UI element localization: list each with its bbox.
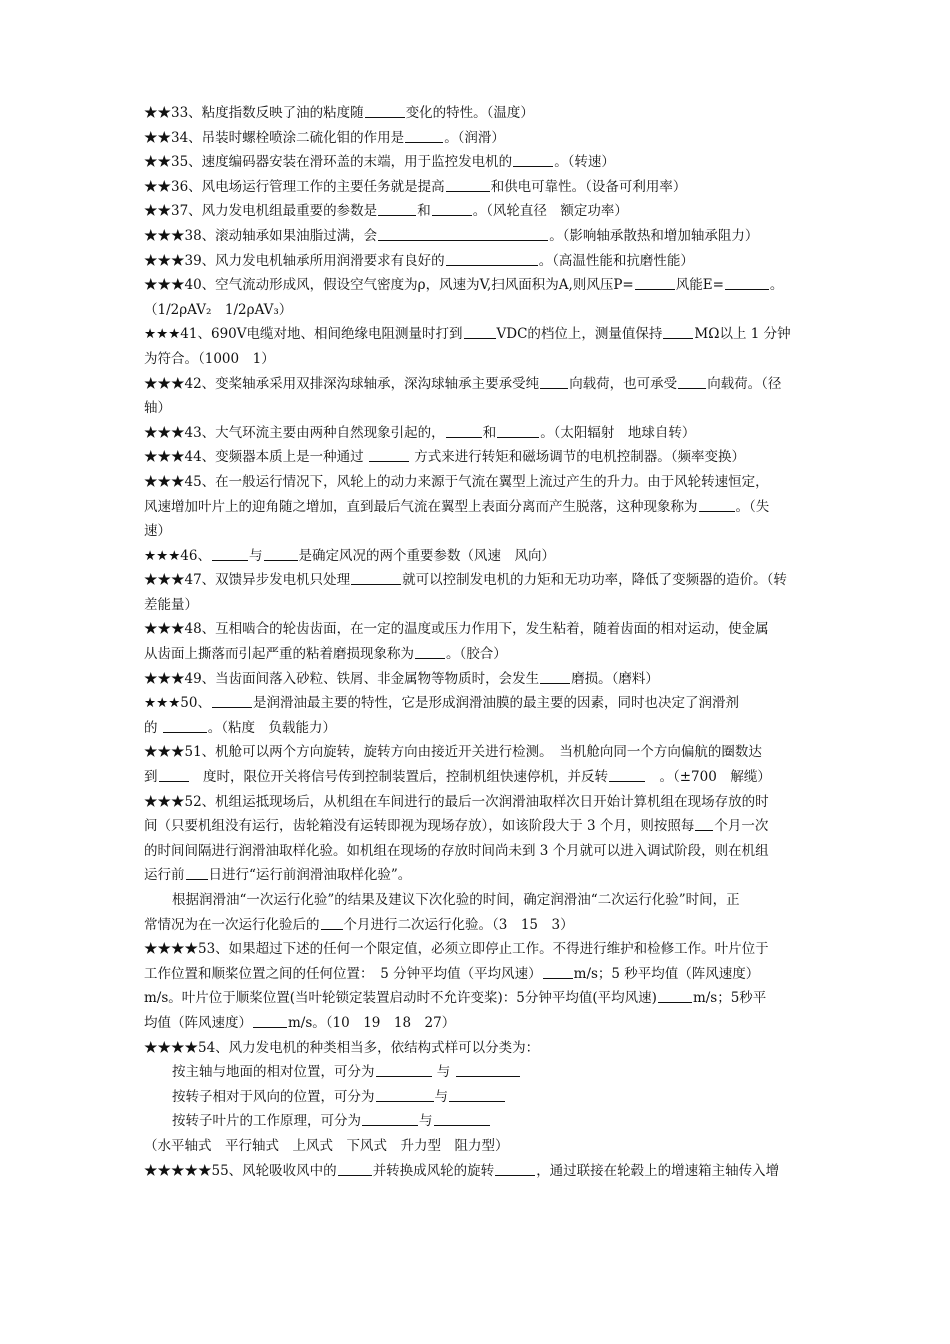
line-text: ★★33、粘度指数反映了油的粘度随 bbox=[144, 105, 364, 121]
line-text: ★★37、风力发电机组最重要的参数是 bbox=[144, 203, 378, 220]
text-line bbox=[144, 986, 812, 1011]
fill-in-blank bbox=[446, 177, 490, 192]
line-text: 速） bbox=[144, 523, 171, 540]
fill-in-blank bbox=[163, 718, 207, 733]
line-text: 是确定风况的两个重要参数（风速 风向） bbox=[298, 547, 555, 564]
line-text: 和 bbox=[417, 203, 431, 220]
line-text: 均值（阵风速度） bbox=[144, 1014, 252, 1031]
text-line bbox=[144, 863, 812, 888]
fill-in-blank bbox=[678, 374, 706, 389]
line-text: ★★★48、互相啮合的轮齿齿面，在一定的温度或压力作用下，发生粘着，随着齿面的相对运动，使金属 bbox=[144, 621, 769, 638]
fill-in-blank bbox=[464, 324, 496, 339]
fill-in-blank bbox=[497, 423, 539, 438]
line-text: 个月进行二次运行化验。（3 15 3） bbox=[343, 916, 574, 933]
fill-in-blank bbox=[376, 1062, 432, 1077]
text-line bbox=[144, 544, 812, 569]
text-line bbox=[144, 470, 812, 495]
line-text: 按转子叶片的工作原理，可分为 bbox=[172, 1113, 361, 1130]
line-text: 。 bbox=[769, 277, 784, 294]
line-text: 到 bbox=[144, 769, 158, 786]
line-text: 。（转速） bbox=[554, 154, 615, 171]
text-line bbox=[144, 372, 812, 397]
text-line bbox=[144, 691, 812, 716]
fill-in-blank bbox=[663, 324, 693, 339]
line-text: 常情况为在一次运行化验后的 bbox=[144, 916, 320, 933]
line-text: VDC的档位上，测量值保持 bbox=[496, 326, 663, 343]
line-text: 从齿面上撕落而引起严重的粘着磨损现象称为 bbox=[144, 646, 414, 663]
line-text: ★★★52、机组运抵现场后，从机组在车间进行的最后一次润滑油取样次日开始计算机组在现场存放的时 bbox=[144, 793, 769, 810]
text-line bbox=[144, 249, 812, 274]
text-line bbox=[144, 150, 812, 175]
fill-in-blank bbox=[635, 275, 675, 290]
line-text: ★★★43、大气环流主要由两种自然现象引起的， bbox=[144, 424, 445, 441]
fill-in-blank bbox=[186, 865, 208, 880]
line-text: ★★★42、变桨轴承采用双排深沟球轴承，深沟球轴承主要承受纯 bbox=[144, 375, 540, 392]
fill-in-blank bbox=[376, 1087, 434, 1102]
fill-in-blank bbox=[543, 964, 573, 979]
fill-in-blank bbox=[159, 767, 189, 782]
line-text: 个月一次 bbox=[714, 818, 769, 835]
text-line bbox=[144, 765, 812, 790]
text-line bbox=[144, 101, 812, 126]
line-text: 间（只要机组没有运行，齿轮箱没有运转即视为现场存放），如该阶段大于 3 个月，则按照每 bbox=[144, 818, 695, 835]
text-line bbox=[144, 347, 812, 372]
text-line bbox=[144, 740, 812, 765]
text-line bbox=[144, 1159, 812, 1184]
line-text: 日进行“运行前润滑油取样化验”。 bbox=[208, 867, 412, 884]
text-line bbox=[144, 888, 812, 913]
line-text: m/s；5 秒平均值（阵风速度） bbox=[573, 965, 760, 982]
text-line bbox=[144, 839, 812, 864]
line-text: ，通过联接在轮毂上的增速箱主轴传入增 bbox=[536, 1162, 780, 1179]
line-text: ★★★51、机舱可以两个方向旋转，旋转方向由接近开关进行检测。 当机舱向同一个方向偏航的圈数达 bbox=[144, 744, 762, 761]
line-text: 。（失 bbox=[735, 498, 770, 515]
line-text: 的 bbox=[144, 719, 162, 736]
text-line bbox=[144, 814, 812, 839]
text-line bbox=[144, 568, 812, 593]
fill-in-blank bbox=[495, 1161, 535, 1176]
line-text: ★★35、速度编码器安装在滑环盖的末端，用于监控发电机的 bbox=[144, 154, 513, 171]
fill-in-blank bbox=[369, 447, 409, 462]
line-text: ★★34、吊装时螺栓喷涂二硫化钼的作用是 bbox=[144, 129, 405, 146]
text-line bbox=[144, 1109, 812, 1134]
line-text: 与 bbox=[434, 1088, 448, 1105]
line-text: 。（太阳辐射 地球自转） bbox=[540, 424, 696, 441]
line-text: m/s；5秒平 bbox=[692, 990, 767, 1007]
fill-in-blank bbox=[378, 226, 548, 241]
fill-in-blank bbox=[321, 915, 343, 930]
text-line bbox=[144, 1060, 812, 1085]
fill-in-blank bbox=[449, 1087, 505, 1102]
fill-in-blank bbox=[415, 644, 445, 659]
line-text: （1/2ρAV₂ 1/2ρAV₃） bbox=[144, 301, 293, 318]
fill-in-blank bbox=[446, 251, 538, 266]
line-text: 。（粘度 负载能力） bbox=[207, 719, 337, 736]
fill-in-blank bbox=[338, 1161, 372, 1176]
line-text: 就可以控制发电机的力矩和无功功率，降低了变频器的造价。（转 bbox=[402, 572, 787, 589]
fill-in-blank bbox=[456, 1062, 520, 1077]
line-text: 。（胶合） bbox=[446, 646, 507, 663]
document-body bbox=[144, 101, 812, 1183]
text-line bbox=[144, 667, 812, 692]
fill-in-blank bbox=[513, 152, 553, 167]
text-line bbox=[144, 175, 812, 200]
line-text: ★★★★★55、风轮吸收风中的 bbox=[144, 1162, 337, 1179]
line-text: 和 bbox=[482, 424, 497, 441]
text-line bbox=[144, 593, 812, 618]
text-line bbox=[144, 224, 812, 249]
line-text: 磨损。（磨料） bbox=[571, 670, 659, 687]
line-text: 按转子相对于风向的位置，可分为 bbox=[172, 1088, 375, 1105]
text-line bbox=[144, 642, 812, 667]
line-text: （水平轴式 平行轴式 上风式 下风式 升力型 阻力型） bbox=[144, 1137, 509, 1154]
line-text: m/s。叶片位于顺桨位置(当叶轮锁定装置启动时不允许变桨)：5分钟平均值(平均风速) bbox=[144, 990, 657, 1007]
line-text: MΩ以上 1 分钟 bbox=[694, 326, 791, 343]
fill-in-blank bbox=[658, 988, 692, 1003]
line-text: ★★36、风电场运行管理工作的主要任务就是提高 bbox=[144, 178, 445, 195]
text-line bbox=[144, 396, 812, 421]
line-text: 风能E= bbox=[675, 277, 724, 294]
line-text: 根据润滑油“一次运行化验”的结果及建议下次化验的时间，确定润滑油“二次运行化验”时间，正 bbox=[172, 892, 740, 908]
line-text: 。（润滑） bbox=[444, 129, 505, 146]
line-text: ★★★49、当齿面间落入砂粒、铁屑、非金属物等物质时，会发生 bbox=[144, 670, 540, 687]
line-text: ★★★★54、风力发电机的种类相当多，依结构式样可以分类为： bbox=[144, 1039, 540, 1056]
fill-in-blank bbox=[378, 201, 416, 216]
line-text: 与 bbox=[432, 1064, 455, 1081]
text-line bbox=[144, 298, 812, 323]
fill-in-blank bbox=[695, 816, 713, 831]
line-text: 。（高温性能和抗磨性能） bbox=[538, 252, 694, 269]
line-text: 方式来进行转矩和磁场调节的电机控制器。（频率变换） bbox=[409, 449, 746, 466]
line-text: 。（影响轴承散热和增加轴承阻力） bbox=[549, 227, 759, 244]
line-text: ★★★38、滚动轴承如果油脂过满，会 bbox=[144, 227, 378, 244]
line-text: 向载荷。（径 bbox=[707, 375, 782, 392]
line-text: 。（风轮直径 额定功率） bbox=[472, 203, 628, 220]
line-text: 变化的特性。（温度） bbox=[405, 105, 534, 121]
line-text: ★★★40、空气流动形成风，假设空气密度为ρ，风速为V,扫风面积为A,则风压P= bbox=[144, 277, 634, 294]
fill-in-blank bbox=[212, 693, 252, 708]
text-line bbox=[144, 445, 812, 470]
fill-in-blank bbox=[365, 103, 405, 118]
fill-in-blank bbox=[540, 374, 568, 389]
line-text: ★★★45、在一般运行情况下，风轮上的动力来源于气流在翼型上流过产生的升力。由于风轮转速恒定， bbox=[144, 473, 769, 490]
text-line bbox=[144, 962, 812, 987]
text-line bbox=[144, 495, 812, 520]
text-line bbox=[144, 126, 812, 151]
text-line bbox=[144, 790, 812, 815]
line-text: 是润滑油最主要的特性，它是形成润滑油膜的最主要的因素，同时也决定了润滑剂 bbox=[253, 695, 739, 712]
line-text: 向载荷，也可承受 bbox=[569, 375, 678, 392]
fill-in-blank bbox=[432, 201, 472, 216]
text-line bbox=[144, 1134, 812, 1159]
fill-in-blank bbox=[699, 497, 735, 512]
line-text: 度时，限位开关将信号传到控制装置后，控制机组快速停机，并反转 bbox=[189, 769, 608, 786]
line-text: 与 bbox=[419, 1113, 433, 1130]
line-text: ★★★41、690V电缆对地、相间绝缘电阻测量时打到 bbox=[144, 326, 463, 343]
line-text: 风速增加叶片上的迎角随之增加，直到最后气流在翼型上表面分离而产生脱落，这种现象称为 bbox=[144, 498, 698, 515]
line-text: 按主轴与地面的相对位置，可分为 bbox=[172, 1064, 375, 1081]
text-line bbox=[144, 617, 812, 642]
line-text: 。（±700 解缆） bbox=[646, 769, 771, 786]
line-text: 差能量） bbox=[144, 596, 198, 613]
fill-in-blank bbox=[725, 275, 769, 290]
line-text: 与 bbox=[249, 547, 263, 564]
line-text: 为符合。（1000 1） bbox=[144, 350, 275, 367]
fill-in-blank bbox=[264, 546, 298, 561]
line-text: m/s。（10 19 18 27） bbox=[288, 1014, 456, 1031]
text-line bbox=[144, 519, 812, 544]
line-text: ★★★44、变频器本质上是一种通过 bbox=[144, 449, 368, 466]
fill-in-blank bbox=[434, 1111, 490, 1126]
line-text: ★★★46、 bbox=[144, 547, 211, 564]
line-text: 运行前 bbox=[144, 867, 185, 884]
line-text: ★★★50、 bbox=[144, 695, 211, 712]
fill-in-blank bbox=[609, 767, 645, 782]
line-text: 和供电可靠性。（设备可利用率） bbox=[490, 178, 687, 195]
text-line bbox=[144, 1011, 812, 1036]
fill-in-blank bbox=[253, 1013, 287, 1028]
fill-in-blank bbox=[446, 423, 482, 438]
text-line bbox=[144, 1085, 812, 1110]
fill-in-blank bbox=[351, 570, 401, 585]
line-text: 的时间间隔进行润滑油取样化验。如机组在现场的存放时间尚未到 3 个月就可以进入调试阶段，则在机组 bbox=[144, 842, 769, 859]
line-text: 并转换成风轮的旋转 bbox=[372, 1162, 495, 1179]
text-line bbox=[144, 1036, 812, 1061]
text-line bbox=[144, 199, 812, 224]
fill-in-blank bbox=[540, 669, 570, 684]
text-line bbox=[144, 273, 812, 298]
line-text: 轴） bbox=[144, 400, 171, 417]
text-line bbox=[144, 421, 812, 446]
line-text: 工作位置和顺桨位置之间的任何位置： 5 分钟平均值（平均风速） bbox=[144, 965, 542, 982]
text-line bbox=[144, 716, 812, 741]
fill-in-blank bbox=[362, 1111, 418, 1126]
text-line bbox=[144, 322, 812, 347]
text-line bbox=[144, 913, 812, 938]
text-line bbox=[144, 937, 812, 962]
line-text: ★★★★53、如果超过下述的任何一个限定值，必须立即停止工作。不得进行维护和检修工作。叶片位于 bbox=[144, 941, 769, 958]
line-text: ★★★39、风力发电机轴承所用润滑要求有良好的 bbox=[144, 252, 445, 269]
fill-in-blank bbox=[405, 128, 443, 143]
fill-in-blank bbox=[212, 546, 248, 561]
line-text: ★★★47、双馈异步发电机只处理 bbox=[144, 572, 351, 589]
